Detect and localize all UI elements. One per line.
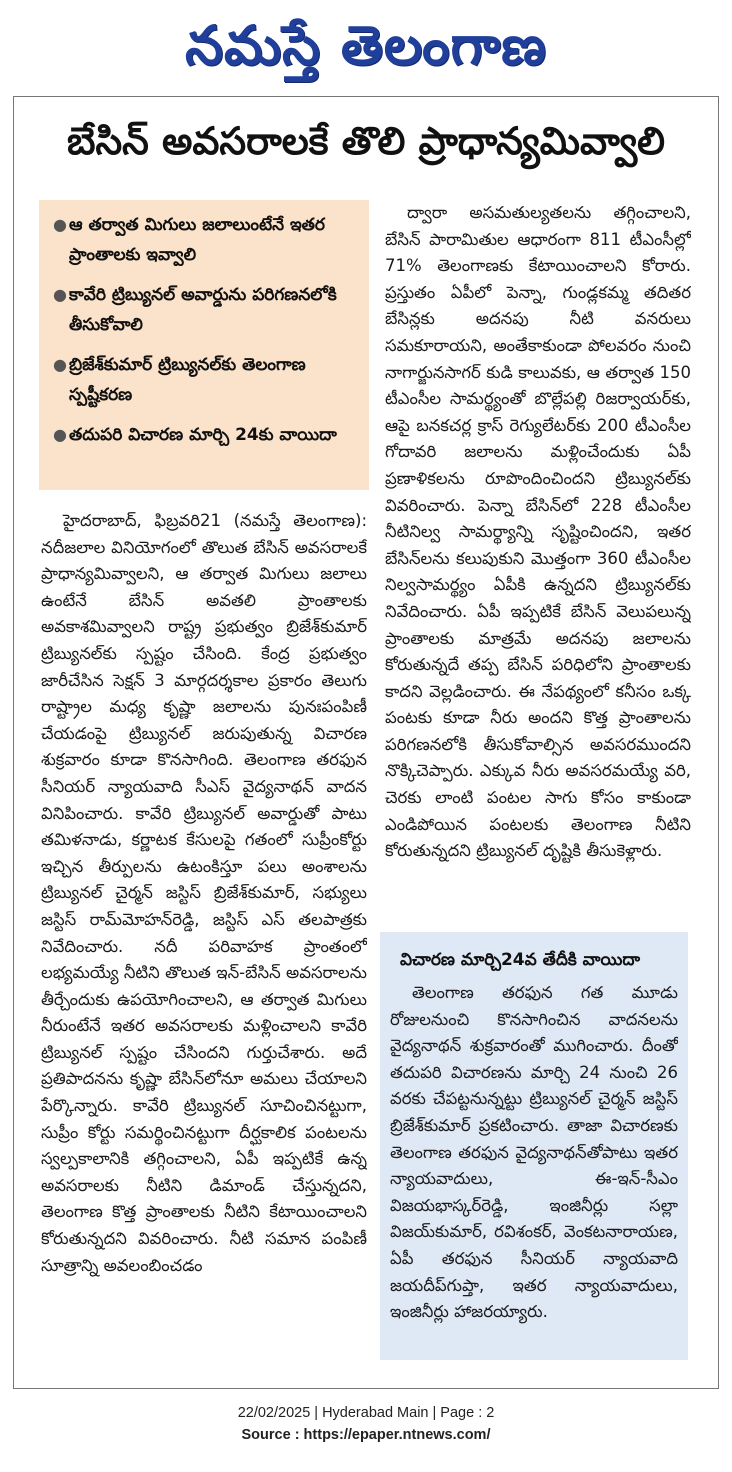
page-footer [0, 1402, 732, 1446]
edition-info: 22/02/2025 | Hyderabad Main | Page : 2 [237, 1405, 495, 1421]
highlight-text: కావేరి ట్రిబ్యునల్ అవార్డును పరిగణనలోకి తీసుకోవాలి [69, 285, 337, 335]
sidebar-box [380, 932, 688, 1360]
highlight-item [53, 350, 361, 410]
highlight-item [53, 210, 361, 270]
bullet-icon: ● [53, 425, 67, 444]
highlight-text: ఆ తర్వాత మిగులు జలాలుంటేనే ఇతర ప్రాంతాలకు ఇవ్వాలి [69, 215, 325, 265]
newspaper-logo-title: నమస్తే తెలంగాణ [185, 14, 547, 77]
highlights-box [39, 200, 369, 490]
source-link[interactable]: Source : https://epaper.ntnews.com/ [241, 1427, 491, 1443]
article-body-left-column [41, 508, 367, 1368]
sidebar-paragraph: తెలంగాణ తరఫున గత మూడు రోజులనుంచి కొనసాగించిన వాదనలను వైద్యనాథన్ శుక్రవారంతో ముగించారు. దీంతో తదుపరి విచారణను మార్చి 24 నుంచి 26 వరకు చేపట్టనున్నట్టు ట్రిబ్యునల్ చైర్మన్ జస్టిస్ బ్రిజేశ్‌కుమార్ ప్రకటించారు. తాజా విచారణకు తెలంగాణ తరఫున వైద్యనాథన్‌తోపాటు ఇతర న్యాయవాదులు, ఈ-ఇన్-సీఎం విజయభాస్కర్‌రెడ్డి, ఇంజినీర్లు సల్లా విజయ్‌కుమార్, రవిశంకర్, వెంకటనారాయణ, ఏపీ తరఫున సీనియర్ న్యాయవాది జయదీప్‌గుప్తా, ఇతర న్యాయవాదులు, ఇంజినీర్లు హాజరయ్యారు. [390, 983, 678, 1322]
article-headline: బేసిన్ అవసరాలకే తొలి ప్రాధాన్యమివ్వాలి [66, 119, 666, 163]
article-paragraph: ద్వారా అసమతుల్యతలను తగ్గించాలని, బేసిన్ పారామితుల ఆధారంగా 811 టీఎంసీల్లో 71% తెలంగాణకు కేటాయించాలని కోరారు. ప్రస్తుతం ఏపీలో పెన్నా, గుండ్లకమ్మ తదితర బేసిన్లకు అదనపు నీటి వనరులు సమకూరాయని, అంతేకాకుండా పోలవరం నుంచి నాగార్జునసాగర్ కుడి కాలువకు, ఆ తర్వాత 150 టీఎంసీల సామర్థ్యంతో బొల్లేపల్లి రిజర్వాయర్‌కు, ఆపై బనకచర్ల క్రాస్ రెగ్యులేటర్‌కు 200 టీఎంసీల గోదావరి జలాలను మళ్లించేందుకు ఏపీ ప్రణాళికలను రూపొందించిందని ట్రిబ్యునల్‌కు వివరించారు. పెన్నా బేసిన్‌లో 228 టీఎంసీల నీటినిల్వ సామర్థ్యాన్ని సృష్టించిందని, ఇతర బేసిన్‌లను కలుపుకుని మొత్తంగా 360 టీఎంసీల నిల్వసామర్థ్యం ఏపీకి ఉన్నదని ట్రిబ్యునల్‌కు నివేదించారు. ఏపీ ఇప్పటికే బేసిన్ వెలుపలున్న ప్రాంతాలకు మాత్రమే అదనపు జలాలను కోరుతున్నదే తప్ప బేసిన్ పరిధిలోని ప్రాంతాలకు కాదని వెల్లడించారు. ఈ నేపథ్యంలో కనీసం ఒక్క పంటకు కూడా నీరు అందని కొత్త ప్రాంతాలను పరిగణనలోకి తీసుకోవాల్సిన అవసరముందని నొక్కిచెప్పారు. ఎక్కువ నీరు అవసరమయ్యే వరి, చెరకు లాంటి పంటల సాగు కోసం కాకుండా ఎండిపోయిన పంటలకు తెలంగాణ నీటిని కోరుతున్నదని ట్రిబ్యునల్ దృష్టికి తీసుకెళ్లారు. [385, 203, 691, 861]
highlight-item [53, 280, 361, 340]
sidebar-body [390, 980, 678, 1350]
highlight-text: తదుపరి విచారణ మార్చి 24కు వాయిదా [69, 425, 337, 445]
bullet-icon: ● [53, 355, 67, 374]
sidebar-title: విచారణ మార్చి24వ తేదీకి వాయిదా [400, 950, 641, 970]
masthead [0, 6, 732, 86]
highlight-text: బ్రిజేశ్‌కుమార్ ట్రిబ్యునల్‌కు తెలంగాణ స్పష్టీకరణ [69, 355, 306, 405]
article-paragraph: హైదరాబాద్, ఫిబ్రవరి21 (నమస్తే తెలంగాణ): నదీజలాల వినియోగంలో తొలుత బేసిన్ అవసరాలకే ప్రాధాన్యమివ్వాలని, ఆ తర్వాత మిగులు జలాలు ఉంటేనే బేసిన్ అవతలి ప్రాంతాలకు అవకాశమివ్వాలని రాష్ట్ర ప్రభుత్వం బ్రిజేశ్‌కుమార్ ట్రిబ్యునల్‌కు స్పష్టం చేసింది. కేంద్ర ప్రభుత్వం జారీచేసిన సెక్షన్ 3 మార్గదర్శకాల ప్రకారం తెలుగు రాష్ట్రాల మధ్య కృష్ణా జలాలను పునఃపంపిణీ చేయడంపై ట్రిబ్యునల్ జరుపుతున్న విచారణ శుక్రవారం కూడా కొనసాగింది. తెలంగాణ తరఫున సీనియర్ న్యాయవాది సీఎస్ వైద్యనాథన్ వాదన వినిపించారు. కావేరి ట్రిబ్యునల్ అవార్డుతో పాటు తమిళనాడు, కర్ణాటక కేసులపై గతంలో సుప్రీంకోర్టు ఇచ్చిన తీర్పులను ఉటంకిస్తూ పలు అంశాలను ట్రిబ్యునల్ చైర్మన్ జస్టిస్ బ్రిజేశ్‌కుమార్, సభ్యులు జస్టిస్ రామ్‌మోహన్‌రెడ్డి, జస్టిస్ ఎస్ తలపాత్రకు నివేదించారు. నదీ పరివాహక ప్రాంతంలో లభ్యమయ్యే నీటిని తొలుత ఇన్-బేసిన్ అవసరాలను తీర్చేందుకు ఉపయోగించాలని, ఆ తర్వాత మిగులు నీరుంటేనే ఇతర అవసరాలకు మళ్లించాలని కావేరి ట్రిబ్యునల్ స్పష్టం చేసిందని గుర్తుచేశారు. అదే ప్రతిపాదనను కృష్ణా బేసిన్‌లోనూ అమలు చేయాలని పేర్కొన్నారు. కావేరి ట్రిబ్యునల్ సూచించినట్టుగా, సుప్రీం కోర్టు సమర్థించినట్టుగా దీర్ఘకాలిక పంటలను స్వల్పకాలానికి తగ్గించాలని, ఏపీ ఇప్పటికే ఉన్న అవసరాలకు నీటిని డిమాండ్ చేస్తున్నదని, తెలంగాణ కొత్త ప్రాంతాలకు నీటిని కేటాయించాలని కోరుతున్నదని వివరించారు. నీటి సమాన పంపిణీ సూత్రాన్ని అవలంబించడం [41, 511, 367, 1275]
article-body-right-column [385, 200, 691, 920]
highlight-item [53, 420, 361, 450]
bullet-icon: ● [53, 215, 67, 234]
bullet-icon: ● [53, 285, 67, 304]
